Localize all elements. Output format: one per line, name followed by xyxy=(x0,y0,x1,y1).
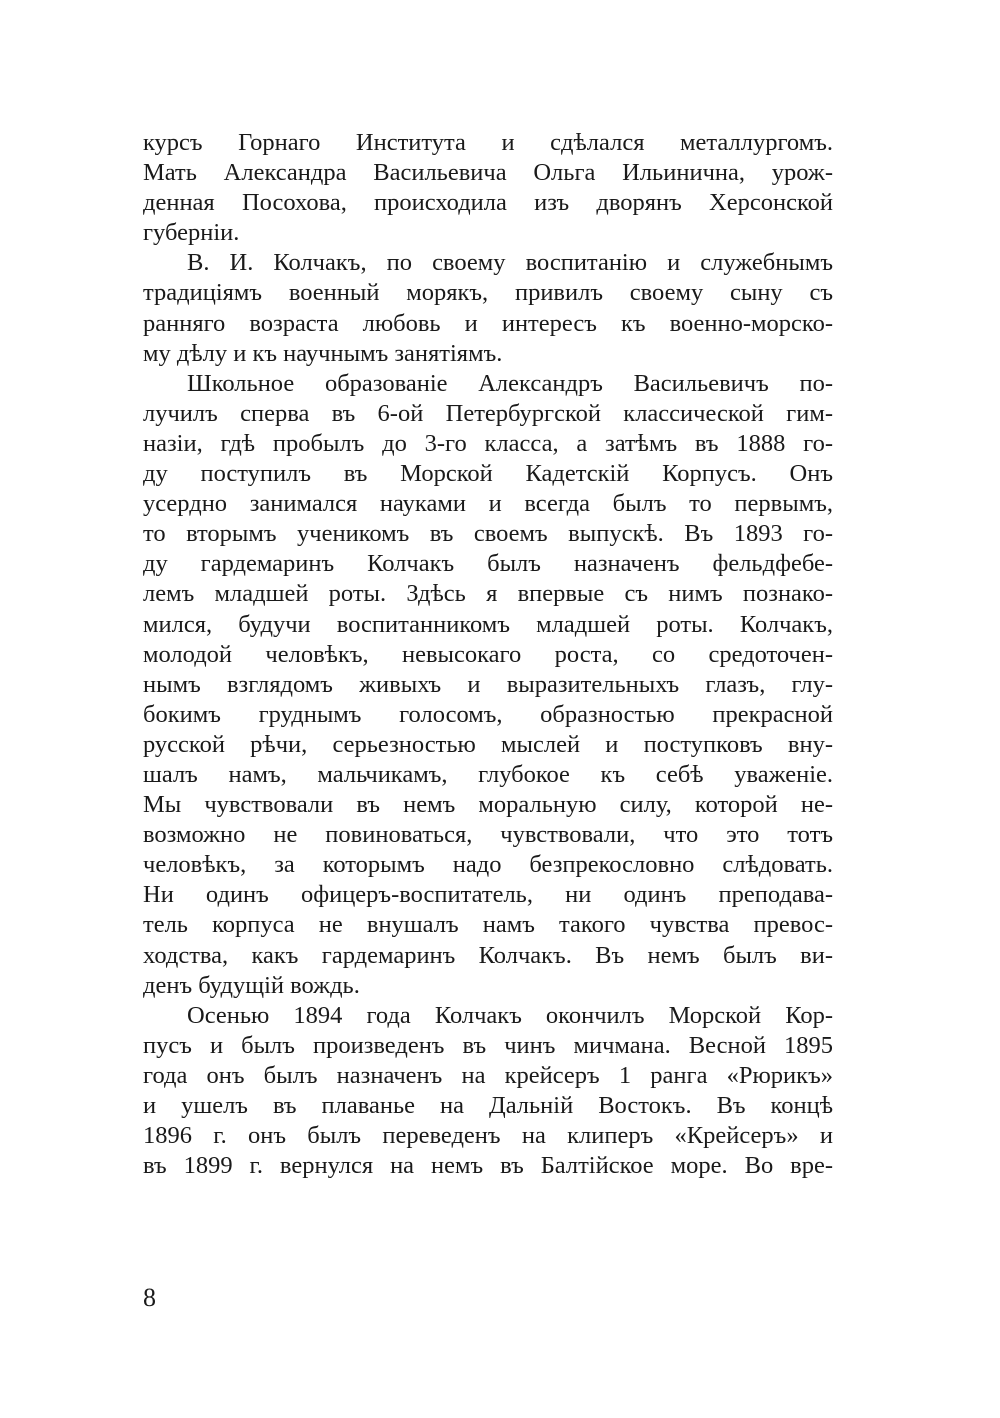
paragraph-3 xyxy=(143,369,833,1001)
text-line: и ушелъ въ плаванье на Дальній Востокъ. Въ концѣ xyxy=(143,1092,833,1119)
text-line: года онъ былъ назначенъ на крейсеръ 1 ранга «Рюрикъ» xyxy=(143,1061,833,1089)
text-line: денъ будущій вождь. xyxy=(143,971,360,999)
text-line: назіи, гдѣ пробылъ до 3-го класса, а затѣмъ въ 1888 го- xyxy=(143,429,833,457)
text-line: 1896 г. онъ былъ переведенъ на клиперъ «Крейсеръ» и xyxy=(143,1122,833,1150)
text-line: нымъ взглядомъ живыхъ и выразительныхъ глазъ, глу- xyxy=(143,670,833,698)
text-line: возможно не повиноваться, чувствовали, что это тотъ xyxy=(143,821,833,849)
text-line: въ 1899 г. вернулся на немъ въ Балтійское море. Во вре- xyxy=(143,1152,833,1180)
text-line: лемъ младшей роты. Здѣсь я впервые съ нимъ познако- xyxy=(143,580,833,608)
text-line: му дѣлу и къ научнымъ занятіямъ. xyxy=(143,339,503,367)
paragraph-2 xyxy=(143,248,833,368)
text-line: ранняго возраста любовь и интересъ къ военно-морско- xyxy=(143,309,833,337)
text-line: денная Посохова, происходила изъ дворянъ Херсонской xyxy=(143,189,833,217)
text-line: Мы чувствовали въ немъ моральную силу, которой не- xyxy=(143,791,833,819)
page-body xyxy=(143,128,833,1181)
paragraph-4 xyxy=(143,1001,833,1182)
text-line: шалъ намъ, мальчикамъ, глубокое къ себѣ уваженіе. xyxy=(143,760,833,788)
text-line: усердно занимался науками и всегда былъ то первымъ, xyxy=(143,490,833,518)
text-line: губерніи. xyxy=(143,219,240,247)
text-line: ду поступилъ въ Морской Кадетскій Корпусъ. Онъ xyxy=(143,460,833,488)
text-line: Ни одинъ офицеръ-воспитатель, ни одинъ преподава- xyxy=(143,881,833,909)
text-line: человѣкъ, за которымъ надо безпрекословно слѣдовать. xyxy=(143,851,833,879)
text-line: Мать Александра Васильевича Ольга Ильинична, урож- xyxy=(143,159,833,187)
text-line: В. И. Колчакъ, по своему воспитанію и служебнымъ xyxy=(187,249,833,277)
text-line: пусъ и былъ произведенъ въ чинъ мичмана. Весной 1895 xyxy=(143,1031,833,1059)
text-line: ду гардемаринъ Колчакъ былъ назначенъ фельдфебе- xyxy=(143,550,833,578)
text-line: молодой человѣкъ, невысокаго роста, со средоточен- xyxy=(143,640,833,668)
text-line: лучилъ сперва въ 6-ой Петербургской классической гим- xyxy=(143,399,833,427)
page-number: 8 xyxy=(143,1283,156,1312)
text-line: русской рѣчи, серьезностью мыслей и поступковъ вну- xyxy=(143,730,833,758)
text-line: курсъ Горнаго Института и сдѣлался металлургомъ. xyxy=(143,129,833,156)
text-line: Осенью 1894 года Колчакъ окончилъ Морской Кор- xyxy=(187,1001,833,1029)
paragraph-1 xyxy=(143,128,833,248)
text-line: традиціямъ военный морякъ, привилъ своему сыну съ xyxy=(143,279,833,307)
text-line: мился, будучи воспитанникомъ младшей роты. Колчакъ, xyxy=(143,610,833,638)
text-line: ходства, какъ гардемаринъ Колчакъ. Въ немъ былъ ви- xyxy=(143,941,833,969)
text-line: бокимъ груднымъ голосомъ, образностью прекрасной xyxy=(143,700,833,728)
text-line: Школьное образованіе Александръ Васильевичъ по- xyxy=(187,369,833,397)
text-line: тель корпуса не внушалъ намъ такого чувства превос- xyxy=(143,911,833,939)
text-line: то вторымъ ученикомъ въ своемъ выпускѣ. Въ 1893 го- xyxy=(143,520,833,548)
